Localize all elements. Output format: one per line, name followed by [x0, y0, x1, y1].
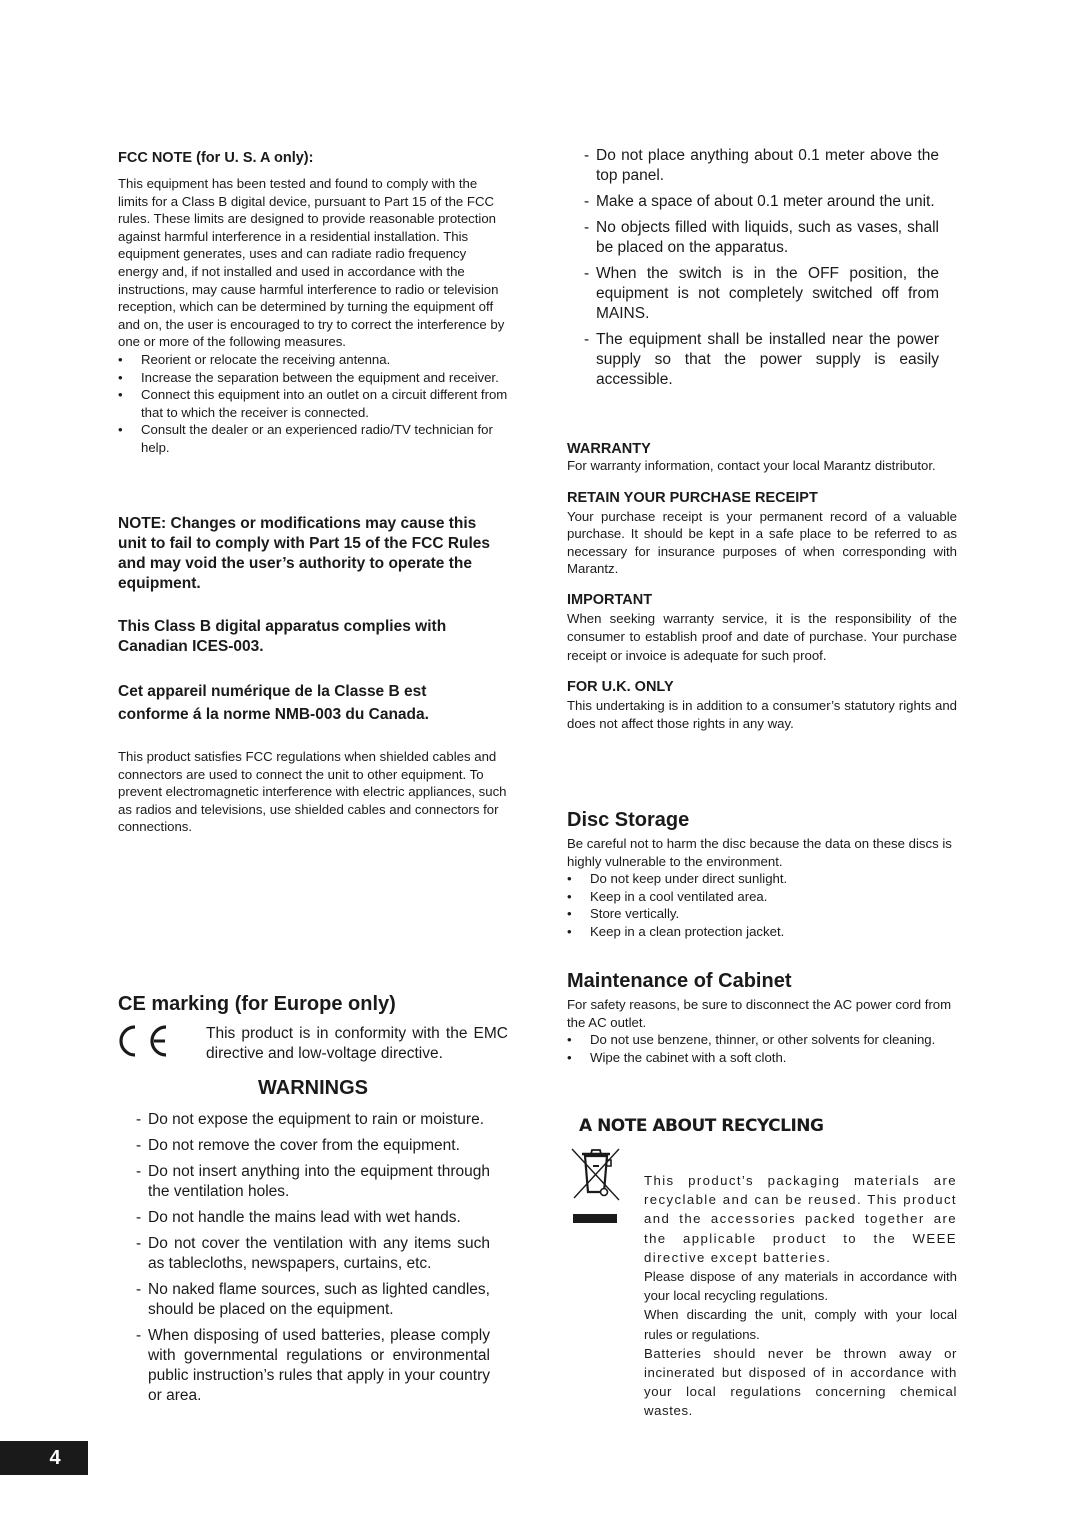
warnings-list-continued — [584, 146, 939, 390]
fcc-title: FCC NOTE (for U. S. A only): — [118, 150, 314, 166]
recycling-section — [567, 1116, 957, 1421]
list-item: - Do not remove the cover from the equipment. — [136, 1136, 490, 1156]
fcc-section — [118, 150, 508, 457]
list-item: - Do not expose the equipment to rain or moisture. — [136, 1110, 490, 1130]
ce-section — [118, 993, 508, 1412]
warnings-title: WARNINGS — [258, 1077, 368, 1099]
list-item: - Do not place anything about 0.1 meter above the top panel. — [584, 146, 939, 186]
disc-storage-text: Be careful not to harm the disc because the data on these discs is highly vulnerable to the environment. — [567, 836, 952, 869]
fcc-modification-note: NOTE: Changes or modifications may cause this unit to fail to comply with Part 15 of the FCC Rules and may void the user’s authority to operate the equipment. — [118, 515, 491, 592]
ce-text: This product is in conformity with the EMC directive and low-voltage directive. — [206, 1025, 508, 1062]
list-item: - When the switch is in the OFF position, the equipment is not completely switched off from MAINS. — [584, 264, 939, 324]
recycling-paragraph: Please dispose of any materials in accordance with your local recycling regulations. — [644, 1269, 957, 1304]
list-item: - No objects filled with liquids, such as vases, shall be placed on the apparatus. — [584, 218, 939, 258]
shielded-cables-note: This product satisfies FCC regulations when shielded cables and connectors are used to connect the unit to other equipment. To prevent electromagnetic interference with electric appliances, such as radios and televisions, use shielded cables and connectors for connections. — [118, 749, 507, 835]
cabinet-text: For safety reasons, be sure to disconnect the AC power cord from the AC outlet. — [567, 997, 952, 1030]
disc-storage-section — [567, 809, 957, 941]
fcc-notes — [118, 514, 508, 836]
canada-compliance-en: This Class B digital apparatus complies with Canadian ICES-003. — [118, 618, 447, 655]
warranty-text: For warranty information, contact your local Marantz distributor. — [567, 458, 936, 473]
list-item: - No naked flame sources, such as lighted candles, should be placed on the equipment. — [136, 1280, 490, 1320]
recycling-paragraph: Batteries should never be thrown away or incinerated but disposed of in accordance with your local regulations concerning chemical wastes. — [644, 1345, 957, 1419]
list-item: • Connect this equipment into an outlet on a circuit different from that to which the receiver is connected. — [118, 386, 508, 421]
recycling-title: A NOTE ABOUT RECYCLING — [579, 1116, 824, 1136]
list-item: • Consult the dealer or an experienced radio/TV technician for help. — [118, 421, 508, 456]
list-item: - Do not handle the mains lead with wet hands. — [136, 1208, 490, 1228]
list-item: - When disposing of used batteries, please comply with governmental regulations or environmental public instruction’s rules that apply in your country or area. — [136, 1326, 490, 1406]
warranty-section — [567, 441, 957, 733]
list-item: - The equipment shall be installed near the power supply so that the power supply is easily accessible. — [584, 330, 939, 390]
cabinet-section — [567, 970, 957, 1066]
cabinet-list — [567, 1031, 957, 1066]
list-item: • Store vertically. — [567, 905, 957, 923]
ce-title: CE marking (for Europe only) — [118, 993, 396, 1015]
disc-storage-list — [567, 870, 957, 940]
disc-storage-title: Disc Storage — [567, 809, 690, 831]
list-item: • Do not keep under direct sunlight. — [567, 870, 957, 888]
page-number-tab — [0, 1441, 88, 1475]
weee-crossed-bin-icon — [567, 1144, 644, 1421]
list-item: • Increase the separation between the equipment and receiver. — [118, 369, 508, 387]
list-item: - Make a space of about 0.1 meter around the unit. — [584, 192, 939, 212]
list-item: - Do not insert anything into the equipment through the ventilation holes. — [136, 1162, 490, 1202]
list-item: • Wipe the cabinet with a soft cloth. — [567, 1049, 957, 1067]
recycling-text — [644, 1171, 957, 1421]
list-item: • Reorient or relocate the receiving antenna. — [118, 351, 508, 369]
receipt-title: RETAIN YOUR PURCHASE RECEIPT — [567, 489, 818, 506]
cabinet-title: Maintenance of Cabinet — [567, 970, 792, 992]
list-item: • Keep in a cool ventilated area. — [567, 888, 957, 906]
ce-mark-icon — [118, 1024, 204, 1065]
warnings-continued — [584, 146, 939, 396]
ce-logo — [118, 1024, 170, 1058]
important-title: IMPORTANT — [567, 591, 653, 608]
list-item: - Do not cover the ventilation with any items such as tablecloths, newspapers, curtains, etc. — [136, 1234, 490, 1274]
canada-compliance-fr: Cet appareil numérique de la Classe B est conforme á la norme NMB-003 du Canada. — [118, 683, 429, 723]
list-item: • Do not use benzene, thinner, or other solvents for cleaning. — [567, 1031, 957, 1049]
uk-text: This undertaking is in addition to a consumer’s statutory rights and does not affect those rights in any way. — [567, 698, 957, 732]
warranty-title: WARRANTY — [567, 441, 651, 457]
uk-title: FOR U.K. ONLY — [567, 679, 674, 696]
warnings-list — [136, 1110, 490, 1406]
recycling-paragraph: When discarding the unit, comply with your local rules or regulations. — [644, 1307, 957, 1342]
list-item: • Keep in a clean protection jacket. — [567, 923, 957, 941]
fcc-body: This equipment has been tested and found to comply with the limits for a Class B digital device, pursuant to Part 15 of the FCC rules. These limits are designed to provide reasonable protection against harmful interference in a residential installation. This equipment generates, uses and can radiate radio frequency energy and, if not installed and used in accordance with the instructions, may cause harmful interference to radio or television reception, which can be determined by turning the equipment off and on, the user is encouraged to try to correct the interference by one or more of the following measures. — [118, 176, 505, 350]
receipt-text: Your purchase receipt is your permanent record of a valuable purchase. It should be kept in a safe place to be referred to as necessary for insurance purposes of when corresponding with Marantz. — [567, 508, 957, 577]
recycling-paragraph: This product’s packaging materials are recyclable and can be reused. This product and the accessories packed together are the applicable product to the WEEE directive except batteries. — [644, 1173, 957, 1265]
important-text: When seeking warranty service, it is the responsibility of the consumer to establish proof and date of purchase. Your purchase receipt or invoice is adequate for such proof. — [567, 610, 957, 663]
fcc-measures-list — [118, 351, 508, 457]
page-number: 4 — [49, 1446, 61, 1469]
